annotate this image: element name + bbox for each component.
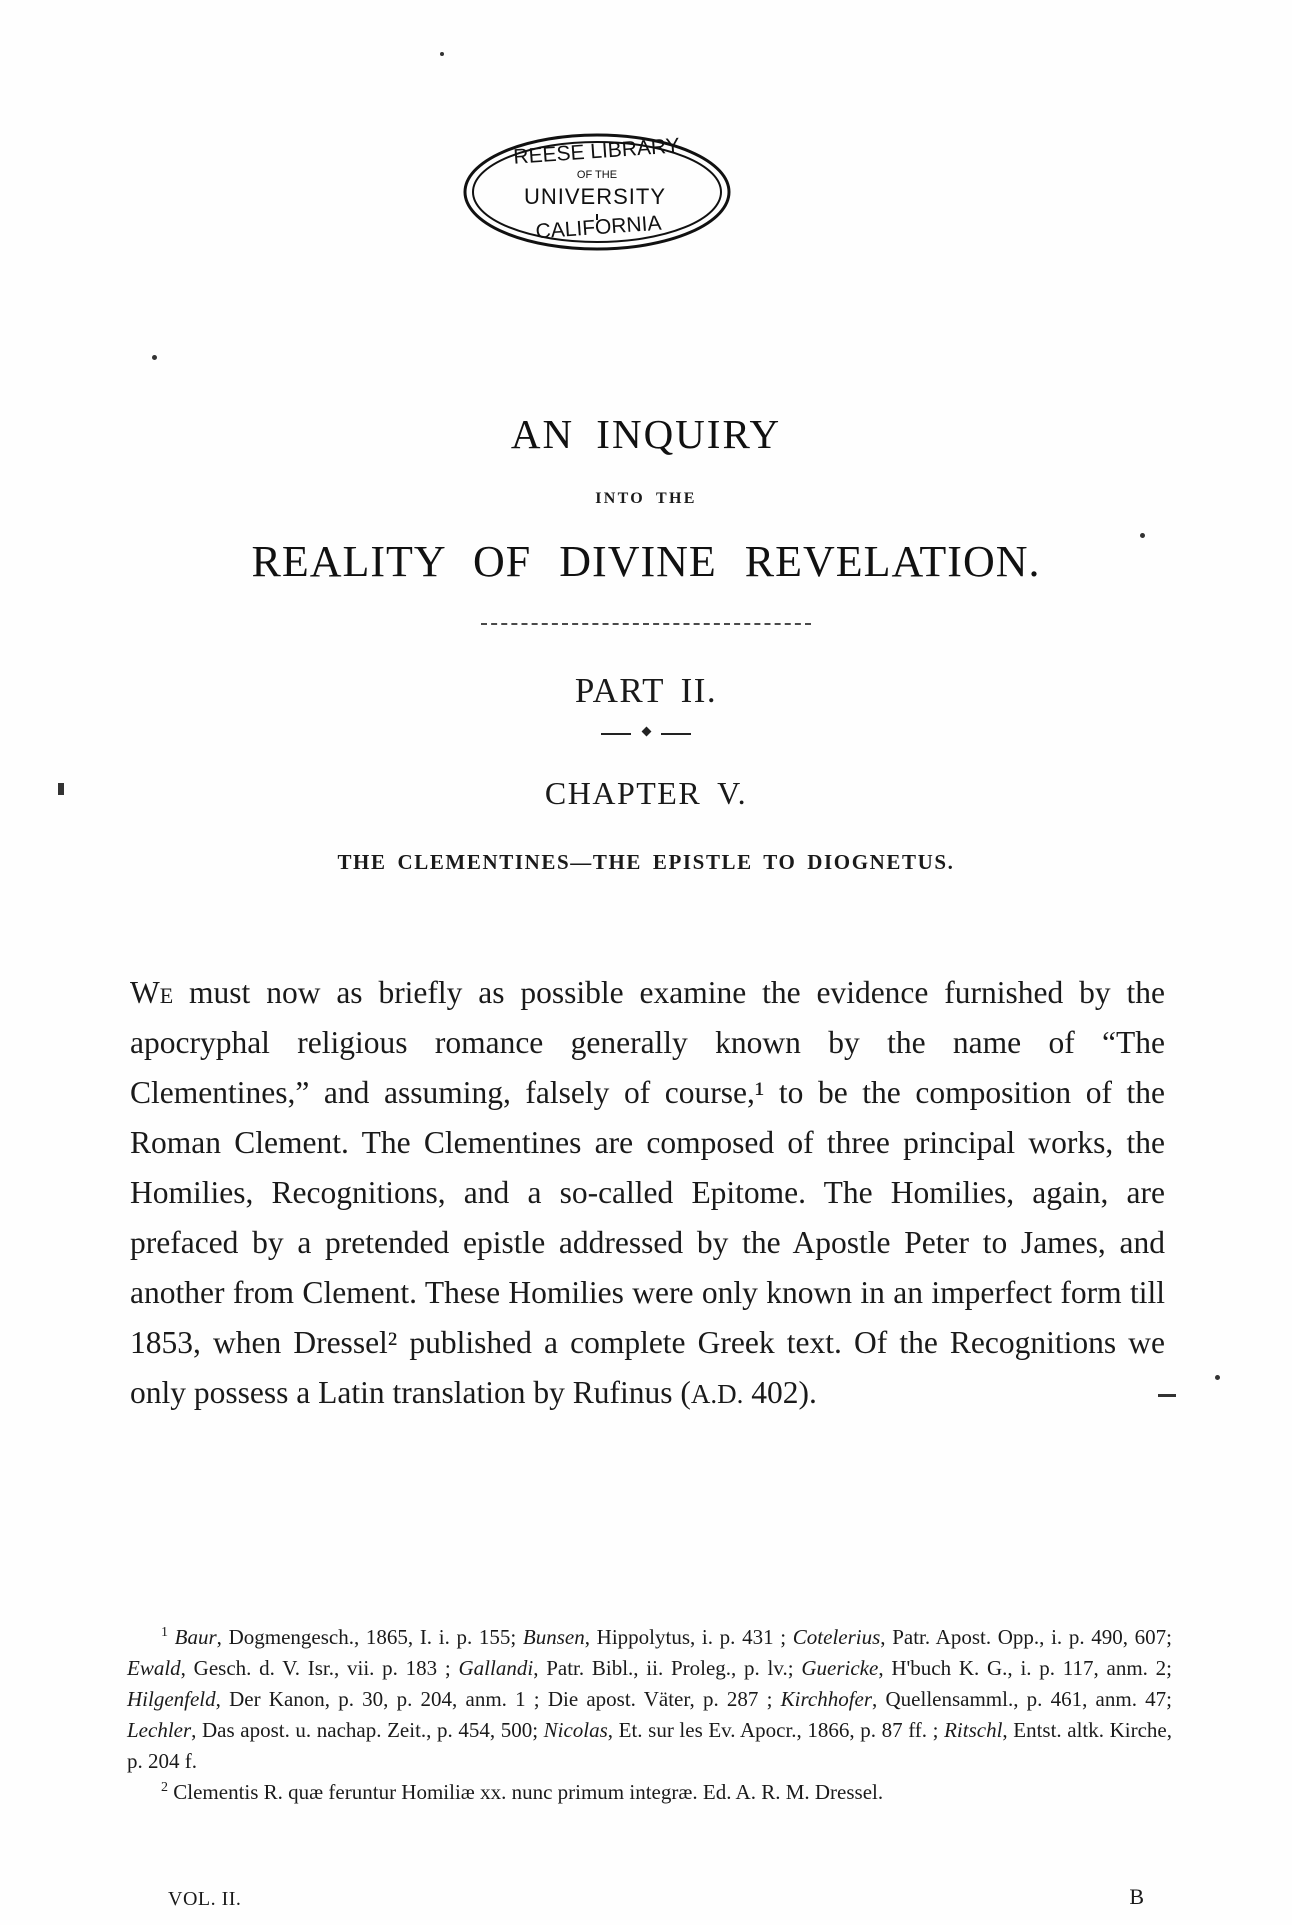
footnote-text: , Dogmengesch., 1865, I. i. p. 155; xyxy=(216,1625,523,1649)
footnote-text: , Hippolytus, i. p. 431 ; xyxy=(584,1625,793,1649)
chapter-subject: THE CLEMENTINES—THE EPISTLE TO DIOGNETUS. xyxy=(337,850,955,874)
ornament-divider xyxy=(601,727,691,739)
stamp-line-4: CALIFORNIA xyxy=(534,211,663,244)
footnote-text: , Entst. altk. Kirche, p. 204 f. xyxy=(127,1718,1172,1773)
divider xyxy=(481,623,811,627)
signature-mark: B xyxy=(1129,1884,1144,1909)
footnote-marker: 1 xyxy=(161,1625,168,1640)
footnote-author: Kirchhofer xyxy=(780,1687,873,1711)
footnote-text: Clementis R. quæ feruntur Homiliæ xx. nunc primum integræ. Ed. A. R. M. Dressel. xyxy=(173,1780,884,1804)
footnote-author: Lechler xyxy=(127,1718,192,1742)
footnote-text: , Patr. Apost. Opp., i. p. 490, 607; xyxy=(880,1625,1173,1649)
footnote-author: Guericke xyxy=(801,1656,879,1680)
chapter-title: CHAPTER V. xyxy=(544,775,748,811)
stamp-line-2: OF THE xyxy=(576,169,618,181)
footnotes xyxy=(127,1622,1172,1808)
body-paragraph-main: must now as briefly as possible examine the evidence furnished by the apocryphal religious romance generally known by the name of “The Clementines,” and assuming, falsely of course,¹ to be the composition of the Roman Clement. The Clementines are composed of three principal works, the Homilies, Recognitions, and a so-called Epitome. The Homilies, again, are prefaced by a pretended epistle addressed by the Apostle Peter to James, and another from Clement. These Homilies were only known in an imperfect form till 1853, when Dressel² published a complete Greek text. Of the Recognitions we only possess a Latin translation by Rufinus ( xyxy=(130,975,1165,1410)
footnote-text: , Der Kanon, p. 30, p. 204, anm. 1 ; Die apost. Väter, p. 287 ; xyxy=(215,1687,781,1711)
footnote-author: Nicolas xyxy=(543,1718,608,1742)
stray-mark xyxy=(152,355,157,360)
footnote-author: Cotelerius xyxy=(792,1625,881,1649)
ad-abbreviation: A.D. xyxy=(690,1379,744,1409)
footnote-text: , Gesch. d. V. Isr., vii. p. 183 ; xyxy=(180,1656,459,1680)
footnote-author: Baur xyxy=(174,1625,217,1649)
footnote-text: , Das apost. u. nachap. Zeit., p. 454, 500; xyxy=(191,1718,544,1742)
subject-title: REALITY OF DIVINE REVELATION. xyxy=(251,537,1041,586)
body-paragraph xyxy=(130,968,1165,1419)
footnote-text: , Patr. Bibl., ii. Proleg., p. lv.; xyxy=(533,1656,802,1680)
library-stamp xyxy=(452,118,742,268)
title-connector: INTO THE xyxy=(595,490,697,507)
footnote-text: , H'buch K. G., i. p. 117, anm. 2; xyxy=(878,1656,1172,1680)
title-block xyxy=(0,410,1292,875)
footnote-1 xyxy=(127,1622,1172,1777)
footnote-author: Hilgenfeld xyxy=(127,1687,216,1711)
stray-mark xyxy=(440,52,444,56)
body-paragraph-end: 402). xyxy=(743,1375,817,1410)
footnote-text: , Et. sur les Ev. Apocr., 1866, p. 87 ff. ; xyxy=(607,1718,945,1742)
footnote-author: Ritschl xyxy=(944,1718,1003,1742)
footnote-text: , Quellensamml., p. 461, anm. 47; xyxy=(872,1687,1172,1711)
footnote-author: Gallandi xyxy=(458,1656,534,1680)
part-title: PART II. xyxy=(574,671,718,710)
volume-label: VOL. II. xyxy=(168,1888,242,1910)
footnote-2 xyxy=(127,1777,1172,1808)
stray-mark xyxy=(1215,1375,1220,1380)
opening-word: We xyxy=(130,975,174,1010)
footnote-marker: 2 xyxy=(161,1780,168,1795)
stamp-line-1: REESE LIBRARY xyxy=(512,134,681,169)
page-title: AN INQUIRY xyxy=(510,411,782,457)
footnote-author: Ewald xyxy=(127,1656,181,1680)
stamp-line-3: UNIVERSITY xyxy=(523,184,667,209)
footnote-author: Bunsen xyxy=(522,1625,585,1649)
body-text xyxy=(130,968,1165,1419)
